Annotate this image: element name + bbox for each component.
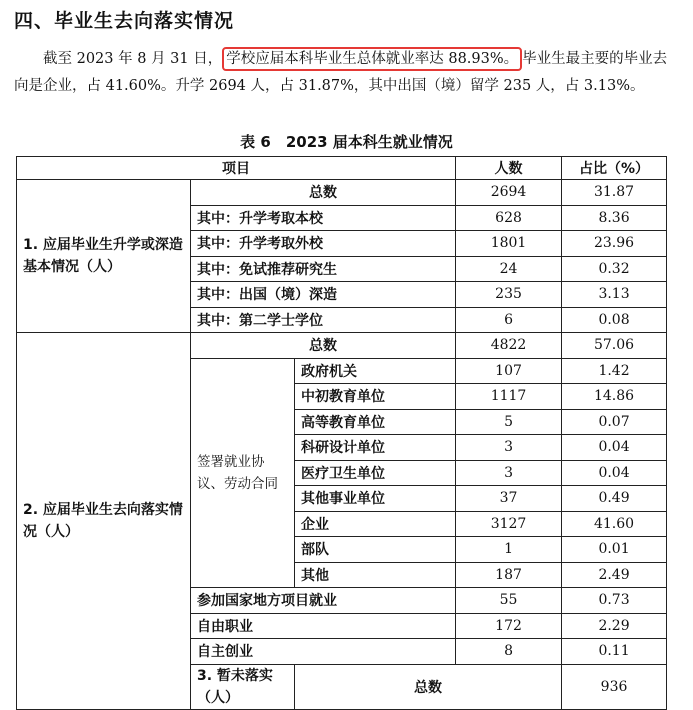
header-item: 项目	[17, 157, 456, 180]
row-ratio: 0.01	[562, 537, 667, 563]
row-item: 其中：第二学士学位	[191, 307, 456, 333]
row-count: 37	[456, 486, 562, 512]
row-count: 235	[456, 282, 562, 308]
row-count: 8	[456, 639, 562, 665]
section3-label: 3. 暂未落实（人）	[191, 664, 295, 709]
row-ratio: 31.87	[562, 180, 667, 206]
row-count: 2694	[456, 180, 562, 206]
header-count: 人数	[456, 157, 562, 180]
row-count: 936	[562, 664, 667, 709]
row-ratio: 0.04	[562, 460, 667, 486]
row-item: 科研设计单位	[295, 435, 456, 461]
row-count: 24	[456, 256, 562, 282]
row-item: 医疗卫生单位	[295, 460, 456, 486]
row-item: 自由职业	[191, 613, 456, 639]
row-item: 自主创业	[191, 639, 456, 665]
row-item: 其他	[295, 562, 456, 588]
section-heading: 四、毕业生去向落实情况	[14, 10, 235, 32]
row-count: 5	[456, 409, 562, 435]
row-item: 总数	[191, 180, 456, 206]
paragraph-rest: 毕业生最主要的毕业去向是企业，占 41.60%。升学 2694 人，占 31.87%，其中出国（境）留学 235 人，占 3.13%。	[14, 51, 668, 94]
row-item: 其中：升学考取本校	[191, 205, 456, 231]
row-count: 1	[456, 537, 562, 563]
row-item: 参加国家地方项目就业	[191, 588, 456, 614]
row-count: 628	[456, 205, 562, 231]
row-count: 3	[456, 435, 562, 461]
row-ratio: 0.32	[562, 256, 667, 282]
row-ratio: 2.29	[562, 613, 667, 639]
row-item: 部队	[295, 537, 456, 563]
row-ratio: 57.06	[562, 333, 667, 359]
row-item: 总数	[191, 333, 456, 359]
row-item: 其中：升学考取外校	[191, 231, 456, 257]
row-count: 1117	[456, 384, 562, 410]
row-ratio: 2.49	[562, 562, 667, 588]
header-ratio: 占比（%）	[562, 157, 667, 180]
row-ratio: 0.04	[562, 435, 667, 461]
row-count: 55	[456, 588, 562, 614]
row-count: 4822	[456, 333, 562, 359]
paragraph-intro: 截至 2023 年 8 月 31 日，	[43, 51, 223, 67]
section2-label: 2. 应届毕业生去向落实情况（人）	[17, 333, 191, 710]
row-ratio: 8.36	[562, 205, 667, 231]
row-count: 3127	[456, 511, 562, 537]
row-ratio: 0.73	[562, 588, 667, 614]
row-item: 中初教育单位	[295, 384, 456, 410]
row-item: 政府机关	[295, 358, 456, 384]
row-ratio: 3.13	[562, 282, 667, 308]
row-ratio: 14.86	[562, 384, 667, 410]
row-item: 高等教育单位	[295, 409, 456, 435]
row-ratio: 0.49	[562, 486, 667, 512]
row-ratio: 0.08	[562, 307, 667, 333]
row-ratio: 41.60	[562, 511, 667, 537]
row-count: 6	[456, 307, 562, 333]
row-count: 172	[456, 613, 562, 639]
row-ratio: 23.96	[562, 231, 667, 257]
row-count: 1801	[456, 231, 562, 257]
table-row	[17, 333, 667, 359]
row-count: 187	[456, 562, 562, 588]
row-item: 其中：出国（境）深造	[191, 282, 456, 308]
row-item: 企业	[295, 511, 456, 537]
contract-group-label: 签署就业协议、劳动合同	[191, 358, 295, 588]
highlighted-employment-rate: 学校应届本科毕业生总体就业率达 88.93%。	[222, 47, 522, 71]
row-count: 107	[456, 358, 562, 384]
employment-table	[16, 156, 667, 710]
table-header-row	[17, 157, 667, 180]
table-row	[17, 180, 667, 206]
section1-label: 1. 应届毕业生升学或深造基本情况（人）	[17, 180, 191, 333]
row-item: 其他事业单位	[295, 486, 456, 512]
row-ratio: 0.07	[562, 409, 667, 435]
row-item: 其中：免试推荐研究生	[191, 256, 456, 282]
row-item: 总数	[295, 664, 562, 709]
summary-paragraph	[14, 46, 674, 100]
row-ratio: 1.42	[562, 358, 667, 384]
table-caption: 表 6 2023 届本科生就业情况	[240, 133, 453, 151]
row-count: 3	[456, 460, 562, 486]
row-ratio: 0.11	[562, 639, 667, 665]
